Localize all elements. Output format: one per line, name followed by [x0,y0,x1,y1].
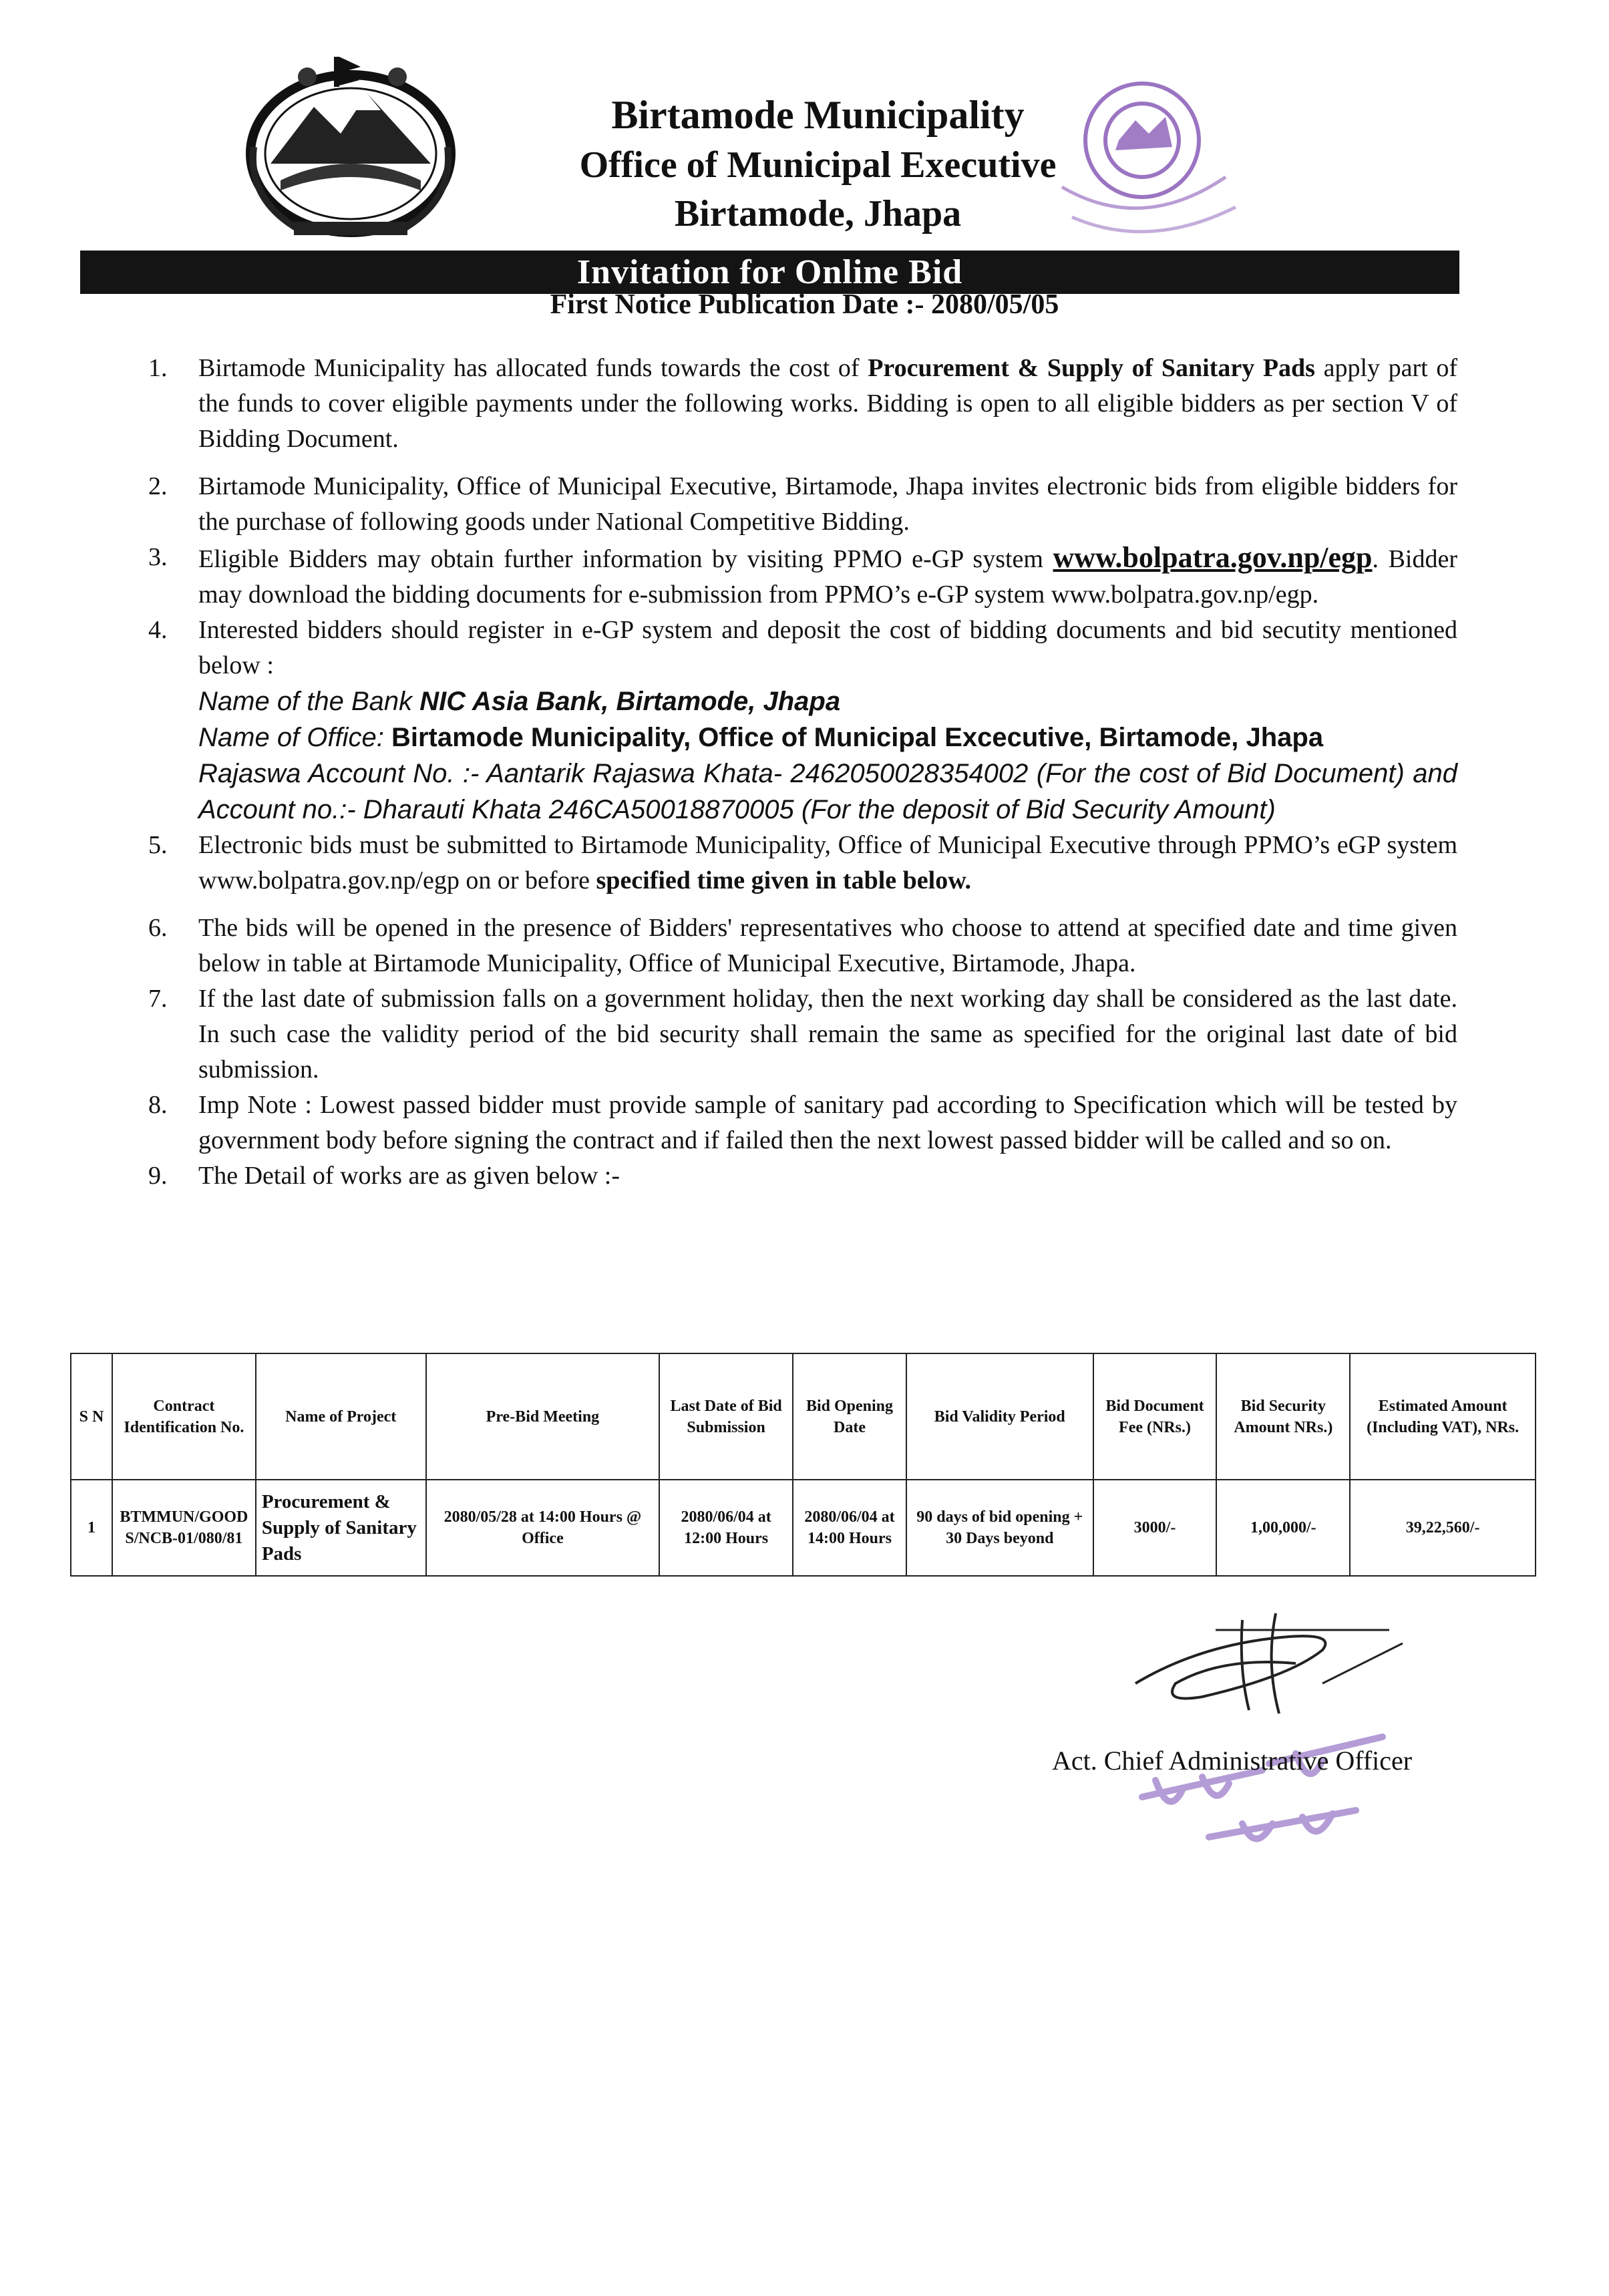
item-number: 8. [148,1091,168,1119]
works-table [70,1353,1536,1577]
cell-estimated: 39,22,560/- [1350,1480,1536,1576]
list-item [148,351,1457,457]
account-details: Rajaswa Account No. :- Aantarik Rajaswa Khata- 2462050028354002 (For the cost of Bid Document) and Account no.:- Dharauti Khata 246CA50018870005 (For the deposit of Bid Security Amount) [198,759,1457,824]
header-estimated: Estimated Amount (Including VAT), NRs. [1350,1353,1536,1480]
item-text: Imp Note : Lowest passed bidder must provide sample of sanitary pad according to Specification which will be tested by government body before signing the contract and if failed then the next lowest passed bidder will be called and so on. [198,1091,1457,1154]
signatory-title: Act. Chief Administrative Officer [1052,1746,1413,1776]
header-validity: Bid Validity Period [906,1353,1093,1480]
cell-doc-fee: 3000/- [1093,1480,1217,1576]
item-text-bold: specified time given in table below. [596,866,972,894]
cell-opening: 2080/06/04 at 14:00 Hours [793,1480,906,1576]
publication-date: First Notice Publication Date :- 2080/05/05 [550,289,1059,320]
item-text: Interested bidders should register in e-GP system and deposit the cost of bidding documents and bid secutity mentioned below : [198,616,1457,679]
header-sn: S N [71,1353,112,1480]
cell-project: Procurement & Supply of Sanitary Pads [256,1480,426,1576]
header-project: Name of Project [256,1353,426,1480]
table-row [71,1480,1536,1576]
item-number: 1. [148,354,168,382]
cell-security: 1,00,000/- [1216,1480,1350,1576]
list-item [148,469,1457,540]
item-text: Electronic bids must be submitted to Birtamode Municipality, Office of Municipal Executive through PPMO’s eGP system www.bolpatra.gov.np/egp on or before [198,831,1457,894]
item-text-bold: Procurement & Supply of Sanitary Pads [868,354,1315,382]
bank-name: NIC Asia Bank, Birtamode, Jhapa [419,687,841,716]
item-number: 7. [148,985,168,1013]
item-number: 6. [148,914,168,942]
header-security: Bid Security Amount NRs.) [1216,1353,1350,1480]
signature-mark [1122,1603,1416,1717]
item-text: Birtamode Municipality has allocated funds towards the cost of [198,354,868,382]
office-label: Name of Office: [198,723,391,752]
item-number: 5. [148,831,168,859]
item-text: The bids will be opened in the presence of Bidders' representatives who choose to attend at specified date and time given below in table at Birtamode Municipality, Office of Municipal Executive, Birtamode, Jhapa. [198,914,1457,977]
list-item [148,1158,1457,1194]
cell-last-date: 2080/06/04 at 12:00 Hours [659,1480,793,1576]
list-item [148,911,1457,981]
municipality-name: Birtamode Municipality [611,93,1025,137]
cell-validity: 90 days of bid opening + 30 Days beyond [906,1480,1093,1576]
list-item [148,1088,1457,1158]
item-number: 4. [148,616,168,644]
bank-label: Name of the Bank [198,687,420,716]
item-text: apply part of the funds to cover eligible payments under the following works. Bidding is open to all eligible bidders as per section V of Bidding Document. [198,354,1458,453]
item-number: 3. [148,543,168,571]
office-name: Office of Municipal Executive [579,144,1057,186]
list-item [148,828,1457,898]
item-text: Eligible Bidders may obtain further information by visiting PPMO e-GP system [198,545,1053,573]
item-text: . Bidder may download the bidding documents for e-submission from PPMO’s e-GP system www.bolpatra.gov.np/egp. [198,545,1457,609]
office-value: Birtamode Municipality, Office of Municipal Excecutive, Birtamode, Jhapa [391,723,1324,752]
cell-prebid: 2080/05/28 at 14:00 Hours @ Office [426,1480,660,1576]
notice-items [148,351,1457,1194]
office-location: Birtamode, Jhapa [674,193,962,234]
list-item [148,613,1457,828]
cell-sn: 1 [71,1480,112,1576]
item-text: If the last date of submission falls on a government holiday, then the next working day shall be considered as the last date. In such case the validity period of the bid security shall remain the same as specified for the original last date of bid submission. [198,985,1457,1084]
egp-link[interactable]: www.bolpatra.gov.np/egp [1053,541,1373,574]
invitation-banner: Invitation for Online Bid [80,251,1459,294]
office-seal-stamp [1042,70,1242,251]
header-prebid: Pre-Bid Meeting [426,1353,660,1480]
list-item [148,540,1457,613]
header-opening: Bid Opening Date [793,1353,906,1480]
item-number: 9. [148,1162,168,1190]
item-text: Birtamode Municipality, Office of Municipal Executive, Birtamode, Jhapa invites electronic bids from eligible bidders for the purchase of following goods under National Competitive Bidding. [198,472,1457,536]
item-text: The Detail of works are as given below :- [198,1162,620,1190]
header-contract-id: Contract Identification No. [112,1353,256,1480]
item-number: 2. [148,472,168,500]
table-header-row [71,1353,1536,1480]
header-last-date: Last Date of Bid Submission [659,1353,793,1480]
header-doc-fee: Bid Document Fee (NRs.) [1093,1353,1217,1480]
officer-name-stamp [1129,1724,1409,1857]
cell-contract-id: BTMMUN/GOODS/NCB-01/080/81 [112,1480,256,1576]
list-item [148,981,1457,1088]
